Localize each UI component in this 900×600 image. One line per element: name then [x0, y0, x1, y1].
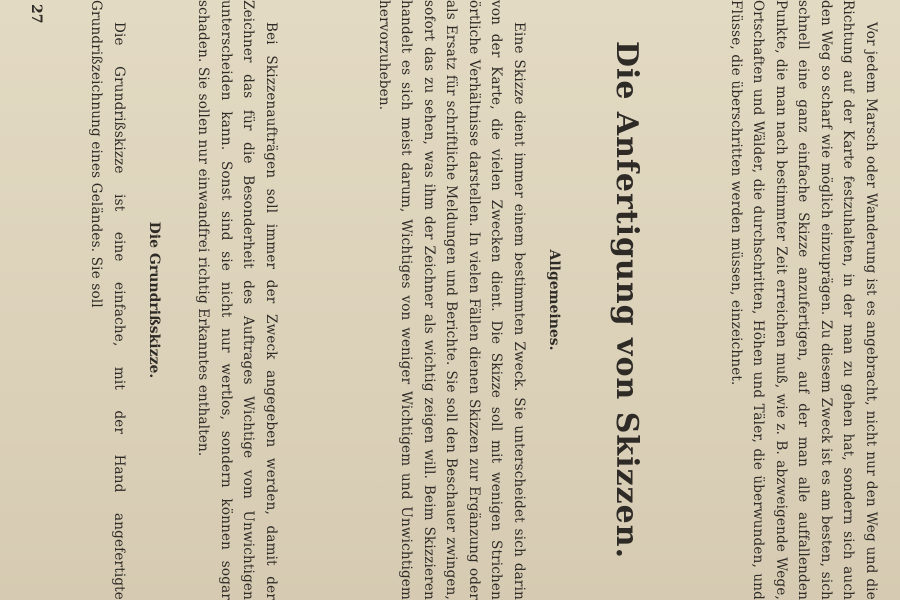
intro-paragraph: Vor jedem Marsch oder Wanderung ist es angebracht, nicht nur den Weg und die Richtung auf der Karte festzuhalten, in der man zu gehen hat, sondern sich auch den Weg so scharf wie möglich einzuprägen. Zu diesem Zweck ist es am besten, sich schnell eine ganz einfache Skizze anzufertigen, auf der man alle auffallenden Punkte, die man nach bestimmter Zeit erreichen muß, wie z. B. abzweigende Wege, Ortschaften und Wälder, die durchschritten, Höhen und Täler, die überwunden, und Flüsse, die überschritten werden müssen, einzeichnet. [728, 0, 879, 600]
section-heading-allgemeines: Allgemeines. [546, 249, 562, 351]
section1-paragraph-1: Eine Skizze dient immer einem bestimmten Zweck. Sie unterscheidet sich darin von der Karte, die vielen Zwecken dient. Die Skizze soll mit wenigen Strichen örtliche Verhältnisse darstellen. In vielen Fällen dienen Skizzen zur Ergänzung oder als Ersatz für schriftliche Meldungen und Berichte. Sie soll den Beschauer zwingen, sofort das zu sehen, was ihm der Zeichner als wichtig zeigen will. Beim Skizzieren handelt es sich meist darum, Wichtiges von weniger Wichtigem und Unwichtigem hervorzuheben. [376, 0, 527, 600]
section2-paragraph: Die Grundrißskizze ist eine einfache, mit der Hand angefertigte Grundrißzeichnung eines Geländes. Sie soll [88, 0, 127, 600]
section1-paragraph-2: Bei Skizzenaufträgen soll immer der Zweck angegeben werden, damit der Zeichner das für die Besonderheit des Auftrages Wichtige vom Unwichtigen unterscheiden kann. Sonst sind sie nicht nur wertlos, sondern können sogar schaden. Sie sollen nur einwandfrei richtig Erkanntes enthalten. [195, 0, 279, 600]
page-number: 27 [28, 4, 44, 24]
section-heading-grundrissskizze: Die Grundrißskizze. [146, 221, 162, 379]
page-title: Die Anfertigung von Skizzen. [609, 40, 644, 560]
